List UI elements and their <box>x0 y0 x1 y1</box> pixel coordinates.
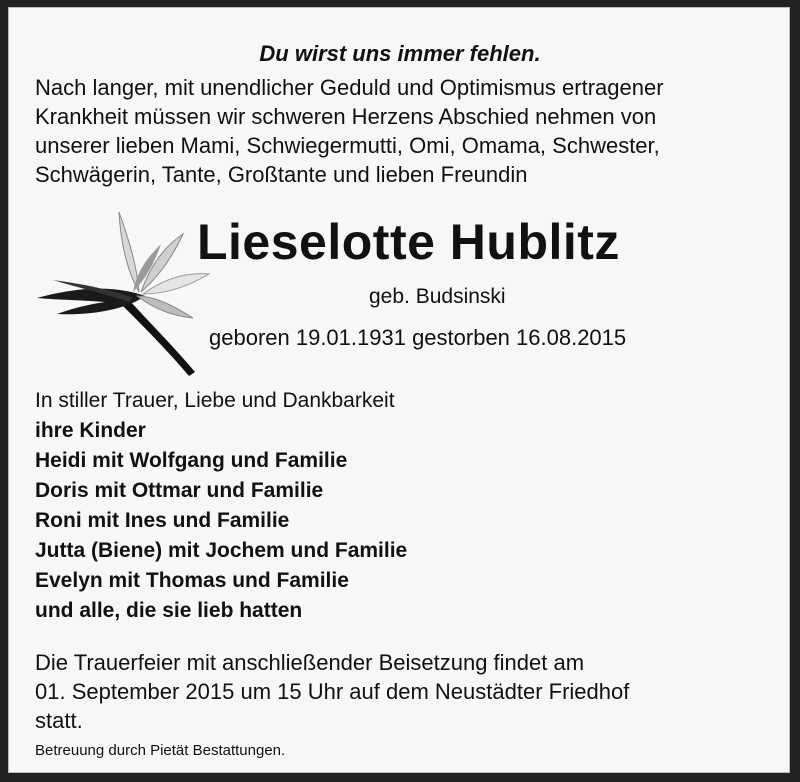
deceased-name: Lieselotte Hublitz <box>197 214 620 270</box>
service-line: 01. September 2015 um 15 Uhr auf dem Neustädter Friedhof <box>35 679 630 704</box>
service-line: statt. <box>35 708 83 733</box>
intro-line: Nach langer, mit unendlicher Geduld und Optimismus ertragener <box>35 75 664 100</box>
mourner-line: Heidi mit Wolfgang und Familie <box>35 449 348 472</box>
intro-line: unserer lieben Mami, Schwiegermutti, Omi, Omama, Schwester, <box>35 133 660 158</box>
intro-text <box>35 73 771 189</box>
intro-line: Krankheit müssen wir schweren Herzens Abschied nehmen von <box>35 104 657 129</box>
mourner-line: Doris mit Ottmar und Familie <box>35 479 324 502</box>
mourner-line: Roni mit Ines und Familie <box>35 509 290 532</box>
service-info <box>35 648 773 735</box>
maiden-name: geb. Budsinski <box>369 285 506 308</box>
obituary-card <box>8 7 790 773</box>
service-line: Die Trauerfeier mit anschließender Beisetzung findet am <box>35 650 585 675</box>
funeral-home-credit: Betreuung durch Pietät Bestattungen. <box>35 742 286 759</box>
mourner-line: Evelyn mit Thomas und Familie <box>35 569 349 592</box>
mourner-line: Jutta (Biene) mit Jochem und Familie <box>35 539 408 562</box>
bird-of-paradise-flower-icon <box>33 204 213 380</box>
intro-line: Schwägerin, Tante, Großtante und lieben Freundin <box>35 162 528 187</box>
motto: Du wirst uns immer fehlen. <box>259 41 541 66</box>
mourners-intro: In stiller Trauer, Liebe und Dankbarkeit <box>35 389 395 412</box>
mourner-line: und alle, die sie lieb hatten <box>35 599 303 622</box>
life-dates: geboren 19.01.1931 gestorben 16.08.2015 <box>209 325 627 350</box>
mourner-line: ihre Kinder <box>35 419 146 442</box>
mourners-list <box>35 386 635 626</box>
